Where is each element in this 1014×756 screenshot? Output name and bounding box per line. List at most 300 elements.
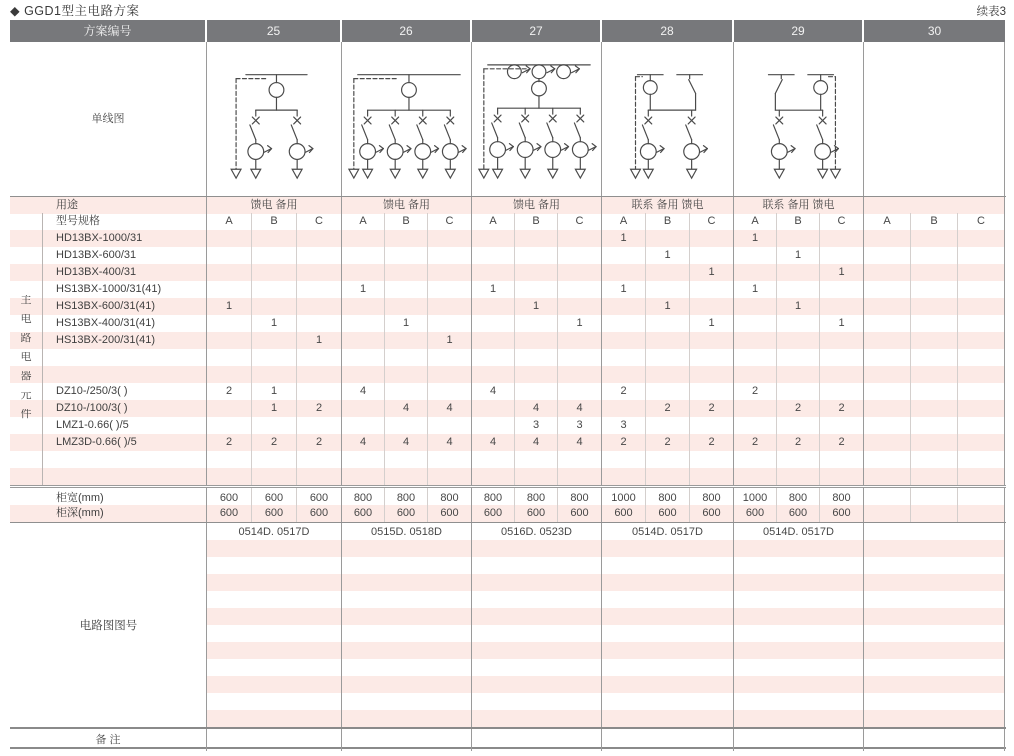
component-row-cell — [428, 383, 472, 400]
drawing-stripe-cell — [207, 557, 342, 574]
component-row-cell — [515, 366, 558, 383]
component-row-cell — [428, 247, 472, 264]
component-row-cell — [297, 281, 342, 298]
drawing-stripe-cell — [734, 693, 864, 710]
component-row-cell — [777, 281, 820, 298]
cabinet-width-row-cell: 800 — [777, 488, 820, 508]
spec-header-row-cell: A — [472, 213, 515, 230]
usage-row-cell: 联系 备用 馈电 — [602, 197, 734, 214]
component-row-cell — [646, 366, 690, 383]
component-row-cell: 2 — [252, 434, 297, 451]
cabinet-depth-row-cell: 600 — [690, 505, 734, 522]
drawing-stripe-cell — [342, 625, 472, 642]
drawing-stripe-cell — [734, 591, 864, 608]
spec-header-row-cell: B — [646, 213, 690, 230]
drawing-section-label-cell — [10, 540, 207, 557]
usage-row — [10, 196, 1006, 213]
drawing-stripe-cell — [342, 676, 472, 693]
component-row-cell — [515, 468, 558, 485]
drawing-section-label-cell — [10, 659, 207, 676]
drawing-stripe-cell — [864, 693, 1005, 710]
component-row-cell — [690, 468, 734, 485]
component-row-cell — [864, 400, 911, 417]
component-row-label: HS13BX-400/31(41) — [10, 315, 207, 332]
drawing-stripe-cell — [342, 693, 472, 710]
component-row-cell — [342, 315, 385, 332]
component-row-cell — [207, 417, 252, 434]
spec-header-row-cell: B — [252, 213, 297, 230]
component-row-cell — [515, 383, 558, 400]
component-row-cell — [252, 298, 297, 315]
drawing-stripe-cell — [207, 591, 342, 608]
spec-header-row — [10, 213, 1006, 230]
component-row-cell — [820, 417, 864, 434]
drawing-stripe-cell — [472, 676, 602, 693]
drawing-number-row-cell: 0514D. 0517D — [602, 523, 734, 541]
drawing-stripe-cell — [602, 574, 734, 591]
drawing-stripe-cell — [602, 642, 734, 659]
component-row-cell — [911, 400, 958, 417]
side-label-char: 件 — [20, 409, 32, 420]
component-row-cell — [428, 349, 472, 366]
component-row-cell — [820, 298, 864, 315]
component-row-cell — [820, 349, 864, 366]
drawing-number-row-cell: 0515D. 0518D — [342, 523, 472, 541]
component-row-cell — [252, 230, 297, 247]
component-row-cell: 2 — [207, 434, 252, 451]
component-row-cell: 1 — [820, 315, 864, 332]
component-row-cell — [558, 451, 602, 468]
spec-header-row-cell: C — [690, 213, 734, 230]
component-row-cell — [911, 332, 958, 349]
component-row-cell: 2 — [646, 434, 690, 451]
drawing-stripe-cell — [207, 574, 342, 591]
component-row-label: HS13BX-1000/31(41) — [10, 281, 207, 298]
component-row — [10, 383, 1006, 400]
component-row-cell — [820, 281, 864, 298]
component-row-cell: 4 — [342, 383, 385, 400]
component-row-cell — [428, 230, 472, 247]
component-row-cell — [958, 417, 1005, 434]
drawing-stripe-cell — [864, 642, 1005, 659]
cabinet-depth-row-cell: 600 — [820, 505, 864, 522]
component-row — [10, 400, 1006, 417]
drawing-section-label-cell — [10, 710, 207, 727]
component-row-cell: 2 — [297, 434, 342, 451]
component-row-cell — [734, 349, 777, 366]
component-row — [10, 366, 1006, 383]
component-row-cell — [734, 247, 777, 264]
component-row-cell: 2 — [820, 434, 864, 451]
drawing-stripe-cell — [864, 608, 1005, 625]
cabinet-depth-row-cell: 600 — [515, 505, 558, 522]
component-row-cell — [297, 315, 342, 332]
drawing-stripe-cell — [864, 574, 1005, 591]
drawing-stripe-cell — [734, 608, 864, 625]
component-row-label: HS13BX-200/31(41) — [10, 332, 207, 349]
drawing-stripe-row — [10, 591, 1006, 608]
component-row-cell — [734, 332, 777, 349]
component-row-cell — [252, 247, 297, 264]
component-row-cell: 1 — [690, 264, 734, 281]
component-row-cell: 2 — [734, 383, 777, 400]
component-row-cell — [602, 366, 646, 383]
component-row-cell — [472, 332, 515, 349]
drawing-stripe-row — [10, 642, 1006, 659]
component-row-cell: 2 — [207, 383, 252, 400]
component-row-label: HD13BX-600/31 — [10, 247, 207, 264]
component-row-cell — [252, 468, 297, 485]
spec-header-row-cell: C — [820, 213, 864, 230]
cabinet-depth-row-label: 柜深(mm) — [10, 505, 207, 522]
component-row-cell — [428, 281, 472, 298]
component-row-cell — [342, 468, 385, 485]
component-row-cell — [297, 349, 342, 366]
component-row-cell: 1 — [252, 400, 297, 417]
cabinet-depth-row-cell: 600 — [602, 505, 646, 522]
component-row-cell: 4 — [385, 400, 428, 417]
component-row-label: HD13BX-1000/31 — [10, 230, 207, 247]
header-scheme-29: 29 — [734, 20, 864, 42]
component-row-cell — [385, 417, 428, 434]
component-row-cell — [602, 315, 646, 332]
component-row-cell — [646, 264, 690, 281]
component-row-cell — [690, 366, 734, 383]
component-row-cell — [820, 468, 864, 485]
drawing-stripe-row — [10, 693, 1006, 710]
spec-header-row-cell: A — [734, 213, 777, 230]
header-scheme-30: 30 — [864, 20, 1005, 42]
component-row-cell — [690, 281, 734, 298]
component-row-cell — [690, 383, 734, 400]
component-row-cell — [297, 383, 342, 400]
component-row-cell: 1 — [252, 315, 297, 332]
component-row-cell — [207, 366, 252, 383]
single-line-diagram-27 — [472, 42, 602, 196]
component-row-cell — [558, 332, 602, 349]
component-row-cell — [958, 230, 1005, 247]
cabinet-depth-row-cell — [958, 505, 1005, 522]
component-row-cell — [911, 383, 958, 400]
drawing-number-row-label — [10, 523, 207, 541]
component-row-cell: 2 — [690, 434, 734, 451]
cabinet-depth-row-cell: 600 — [777, 505, 820, 522]
component-row-cell — [690, 332, 734, 349]
component-row-cell: 4 — [428, 400, 472, 417]
component-row-cell — [734, 468, 777, 485]
drawing-stripe-cell — [734, 540, 864, 557]
drawing-stripe-cell — [602, 676, 734, 693]
cabinet-width-row-cell: 600 — [297, 488, 342, 508]
component-row-cell — [911, 349, 958, 366]
component-row-cell — [342, 417, 385, 434]
component-row-cell — [558, 298, 602, 315]
note-row-cell — [864, 729, 1005, 751]
drawing-stripe-cell — [734, 710, 864, 727]
spec-header-row-cell: B — [385, 213, 428, 230]
drawing-stripe-cell — [734, 625, 864, 642]
component-row-cell — [602, 247, 646, 264]
note-row — [10, 727, 1006, 749]
component-row-cell: 1 — [820, 264, 864, 281]
cabinet-depth-row-cell — [864, 505, 911, 522]
note-row-cell — [602, 729, 734, 751]
component-row-cell — [734, 400, 777, 417]
component-row-cell — [777, 383, 820, 400]
drawing-stripe-cell — [342, 591, 472, 608]
component-row — [10, 349, 1006, 366]
component-row-cell — [515, 315, 558, 332]
component-row-cell — [515, 264, 558, 281]
component-row-cell — [734, 264, 777, 281]
drawing-stripe-cell — [734, 557, 864, 574]
component-row-cell — [342, 349, 385, 366]
drawing-stripe-cell — [472, 659, 602, 676]
side-label-char: 器 — [20, 371, 32, 382]
component-row-cell — [864, 247, 911, 264]
component-row-cell — [911, 247, 958, 264]
drawing-stripe-cell — [342, 608, 472, 625]
component-row-cell — [864, 417, 911, 434]
component-row-cell — [602, 298, 646, 315]
component-row-cell: 1 — [646, 247, 690, 264]
component-row-cell — [911, 298, 958, 315]
component-row-cell — [342, 332, 385, 349]
component-row-cell — [472, 400, 515, 417]
component-row-cell — [958, 281, 1005, 298]
component-row-cell: 1 — [734, 230, 777, 247]
component-row-cell — [911, 417, 958, 434]
component-row-cell — [472, 264, 515, 281]
component-row-cell — [820, 247, 864, 264]
component-row-cell — [472, 247, 515, 264]
drawing-stripe-cell — [472, 557, 602, 574]
drawing-stripe-cell — [472, 608, 602, 625]
component-row-cell — [207, 332, 252, 349]
component-row-cell — [252, 349, 297, 366]
drawing-number-row-cell — [864, 523, 1005, 541]
component-row-label: DZ10-/100/3( ) — [10, 400, 207, 417]
component-row-cell — [342, 451, 385, 468]
drawing-stripe-cell — [602, 591, 734, 608]
component-row-cell: 1 — [646, 298, 690, 315]
component-row-cell — [864, 383, 911, 400]
component-row-cell — [777, 332, 820, 349]
drawing-stripe-cell — [207, 625, 342, 642]
component-row-cell — [472, 451, 515, 468]
component-row-cell: 1 — [515, 298, 558, 315]
component-row-cell — [342, 230, 385, 247]
component-row-cell — [958, 349, 1005, 366]
component-row-cell: 1 — [777, 298, 820, 315]
component-row-cell — [207, 281, 252, 298]
component-row-cell — [207, 264, 252, 281]
component-row-cell: 2 — [777, 434, 820, 451]
component-row-cell — [342, 247, 385, 264]
component-row-cell — [958, 264, 1005, 281]
drawing-stripe-cell — [342, 557, 472, 574]
drawing-stripe-cell — [207, 608, 342, 625]
drawing-stripe-cell — [207, 540, 342, 557]
continuation-label: 续表3 — [976, 6, 1006, 18]
single-line-diagram-30 — [864, 42, 1005, 196]
usage-row-cell: 联系 备用 馈电 — [734, 197, 864, 214]
component-row-cell — [515, 230, 558, 247]
component-row — [10, 451, 1006, 468]
drawing-stripe-cell — [864, 659, 1005, 676]
component-row-cell — [734, 298, 777, 315]
component-row-cell — [777, 230, 820, 247]
component-row-label — [10, 349, 207, 366]
note-row-cell — [734, 729, 864, 751]
title-bar — [10, 1, 1006, 19]
component-row-cell — [864, 434, 911, 451]
header-scheme-number-label: 方案编号 — [10, 20, 207, 42]
component-row-cell — [958, 400, 1005, 417]
component-row-cell — [558, 366, 602, 383]
drawing-stripe-cell — [864, 591, 1005, 608]
drawing-stripe-cell — [734, 659, 864, 676]
usage-row-cell: 馈电 备用 — [342, 197, 472, 214]
component-row-cell — [646, 315, 690, 332]
component-row-cell — [690, 349, 734, 366]
component-row-cell — [342, 264, 385, 281]
cabinet-width-row-cell: 800 — [820, 488, 864, 508]
component-row-cell — [777, 451, 820, 468]
component-row-cell — [297, 366, 342, 383]
cabinet-width-row-label: 柜宽(mm) — [10, 488, 207, 508]
component-row — [10, 417, 1006, 434]
component-row-cell: 4 — [472, 434, 515, 451]
component-row-cell — [911, 281, 958, 298]
drawing-section-label: 电路图图号 — [79, 619, 138, 632]
component-row-cell — [385, 230, 428, 247]
component-row-cell — [428, 264, 472, 281]
component-row-cell — [646, 383, 690, 400]
drawing-stripe-row — [10, 676, 1006, 693]
component-row-cell — [472, 298, 515, 315]
component-row-cell — [734, 451, 777, 468]
drawing-stripe-cell — [342, 659, 472, 676]
component-row — [10, 230, 1006, 247]
component-row-cell — [472, 230, 515, 247]
component-row-cell — [207, 315, 252, 332]
component-row-cell — [252, 451, 297, 468]
drawing-stripe-row — [10, 659, 1006, 676]
component-row-cell — [958, 298, 1005, 315]
component-row-cell: 4 — [558, 434, 602, 451]
drawing-stripe-cell — [472, 693, 602, 710]
drawing-stripe-cell — [602, 608, 734, 625]
component-row — [10, 468, 1006, 485]
drawing-section-label-cell — [10, 608, 207, 625]
component-row-cell — [558, 281, 602, 298]
component-row-cell — [777, 366, 820, 383]
component-row-cell: 3 — [515, 417, 558, 434]
component-row-cell — [820, 383, 864, 400]
drawing-stripe-cell — [602, 557, 734, 574]
cabinet-width-row-cell: 800 — [690, 488, 734, 508]
drawing-stripe-row — [10, 574, 1006, 591]
component-row-label — [10, 366, 207, 383]
component-row-cell: 2 — [602, 434, 646, 451]
component-row-cell — [646, 230, 690, 247]
component-row-cell — [820, 366, 864, 383]
component-row-cell — [646, 468, 690, 485]
component-row-cell — [472, 468, 515, 485]
component-row-cell — [207, 400, 252, 417]
cabinet-depth-row-cell: 600 — [207, 505, 252, 522]
side-label-char: 路 — [20, 333, 32, 344]
component-row-cell — [297, 298, 342, 315]
cabinet-depth-row-cell: 600 — [297, 505, 342, 522]
component-row-cell: 4 — [558, 400, 602, 417]
component-row-cell — [734, 417, 777, 434]
component-row-cell — [297, 264, 342, 281]
component-row-cell — [602, 400, 646, 417]
cabinet-depth-row — [10, 505, 1006, 522]
cabinet-width-row-cell: 1000 — [734, 488, 777, 508]
component-row-cell — [252, 264, 297, 281]
component-row-cell — [646, 281, 690, 298]
component-row-cell — [864, 298, 911, 315]
component-row-cell — [428, 366, 472, 383]
component-row-cell — [385, 349, 428, 366]
component-row-cell — [207, 230, 252, 247]
drawing-stripe-cell — [734, 676, 864, 693]
drawing-stripe-cell — [207, 693, 342, 710]
component-row-cell — [911, 451, 958, 468]
component-row-cell: 1 — [602, 230, 646, 247]
drawing-number-row-cell: 0514D. 0517D — [207, 523, 342, 541]
cabinet-width-row-cell: 800 — [558, 488, 602, 508]
cabinet-width-row-cell: 800 — [342, 488, 385, 508]
component-row-cell — [385, 281, 428, 298]
component-row-cell — [690, 230, 734, 247]
scheme-table — [10, 20, 1006, 749]
component-row-label — [10, 451, 207, 468]
component-row — [10, 281, 1006, 298]
spec-header-row-cell: A — [864, 213, 911, 230]
component-row-cell — [864, 366, 911, 383]
drawing-stripe-cell — [602, 540, 734, 557]
component-row-label: HD13BX-400/31 — [10, 264, 207, 281]
component-row-cell — [558, 264, 602, 281]
drawing-stripe-cell — [342, 540, 472, 557]
component-row-cell: 2 — [777, 400, 820, 417]
component-row-label: DZ10-/250/3( ) — [10, 383, 207, 400]
cabinet-depth-row-cell: 600 — [646, 505, 690, 522]
spec-header-row-cell: A — [342, 213, 385, 230]
component-row-cell — [958, 247, 1005, 264]
note-row-label: 备 注 — [10, 729, 207, 751]
component-row-cell — [297, 468, 342, 485]
drawing-stripe-cell — [602, 710, 734, 727]
usage-row-cell — [864, 197, 1005, 214]
drawing-number-row-cell: 0516D. 0523D — [472, 523, 602, 541]
component-row-cell — [207, 247, 252, 264]
component-row-cell — [864, 451, 911, 468]
component-row-cell — [777, 417, 820, 434]
drawing-stripe-cell — [207, 676, 342, 693]
component-row-cell — [515, 451, 558, 468]
spec-header-row-cell: A — [602, 213, 646, 230]
drawing-stripe-cell — [207, 642, 342, 659]
drawing-stripe-cell — [602, 693, 734, 710]
component-row-cell — [297, 247, 342, 264]
component-row-cell: 1 — [428, 332, 472, 349]
component-row-cell — [602, 451, 646, 468]
